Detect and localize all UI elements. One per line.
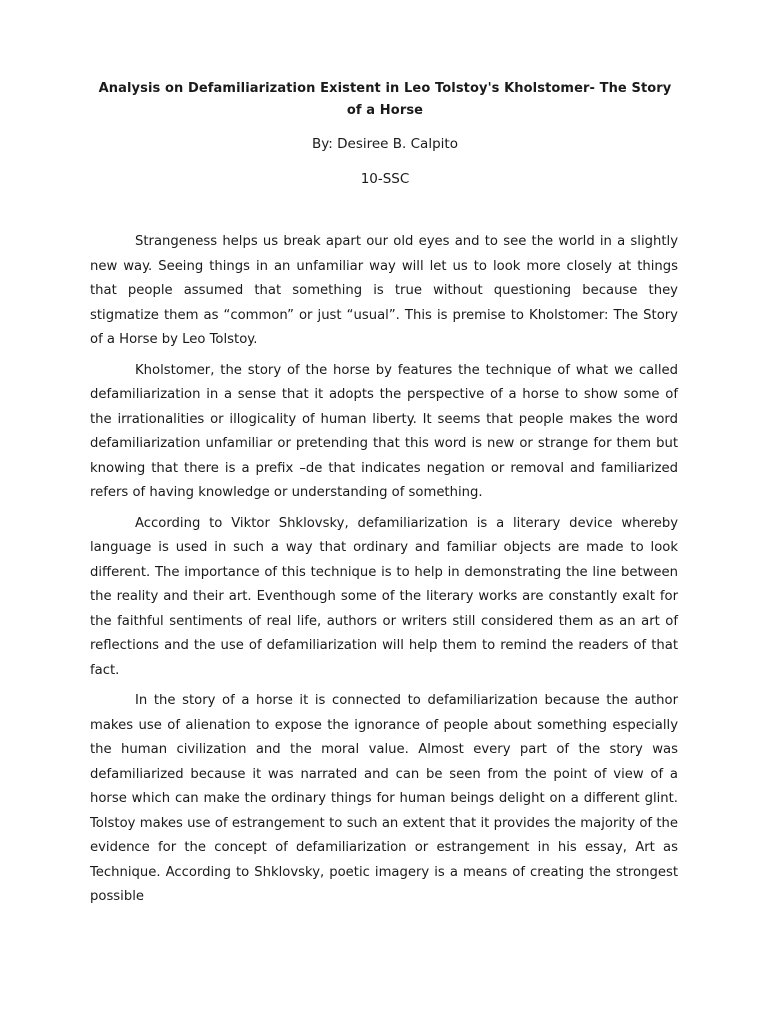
document-body (90, 230, 678, 916)
paragraph: Strangeness helps us break apart our old eyes and to see the world in a slightly new way. Seeing things in an unfamiliar way will let us to look more closely at things that people assumed that something is true without questioning because they stigmatize them as “common” or just “usual”. This is premise to Kholstomer: The Story of a Horse by Leo Tolstoy. (90, 234, 678, 347)
document-author: By: Desiree B. Calpito (312, 136, 458, 152)
document-title: Analysis on Defamiliarization Existent in Leo Tolstoy's Kholstomer- The Story of a Horse (98, 81, 672, 118)
paragraph: Kholstomer, the story of the horse by features the technique of what we called defamiliarization in a sense that it adopts the perspective of a horse to show some of the irrationalities or illogicality of human liberty. It seems that people makes the word defamiliarization unfamiliar or pretending that this word is new or strange for them but knowing that there is a prefix –de that indicates negation or removal and familiarized refers of having knowledge or understanding of something. (90, 362, 678, 500)
document-section: 10-SSC (360, 171, 410, 187)
paragraph: According to Viktor Shklovsky, defamiliarization is a literary device whereby language is used in such a way that ordinary and familiar objects are made to look different. The importance of this technique is to help in demonstrating the line between the reality and their art. Eventhough some of the literary works are constantly exalt for the faithful sentiments of real life, authors or writers still considered them as an art of reflections and the use of defamiliarization will help them to remind the readers of that fact. (90, 515, 678, 678)
paragraph: In the story of a horse it is connected to defamiliarization because the author makes use of alienation to expose the ignorance of people about something especially the human civilization and the moral value. Almost every part of the story was defamiliarized because it was narrated and can be seen from the point of view of a horse which can make the ordinary things for human beings delight on a different glint. Tolstoy makes use of estrangement to such an extent that it provides the majority of the evidence for the concept of defamiliarization or estrangement in his essay, Art as Technique. According to Shklovsky, poetic imagery is a means of creating the strongest possible (90, 693, 678, 904)
